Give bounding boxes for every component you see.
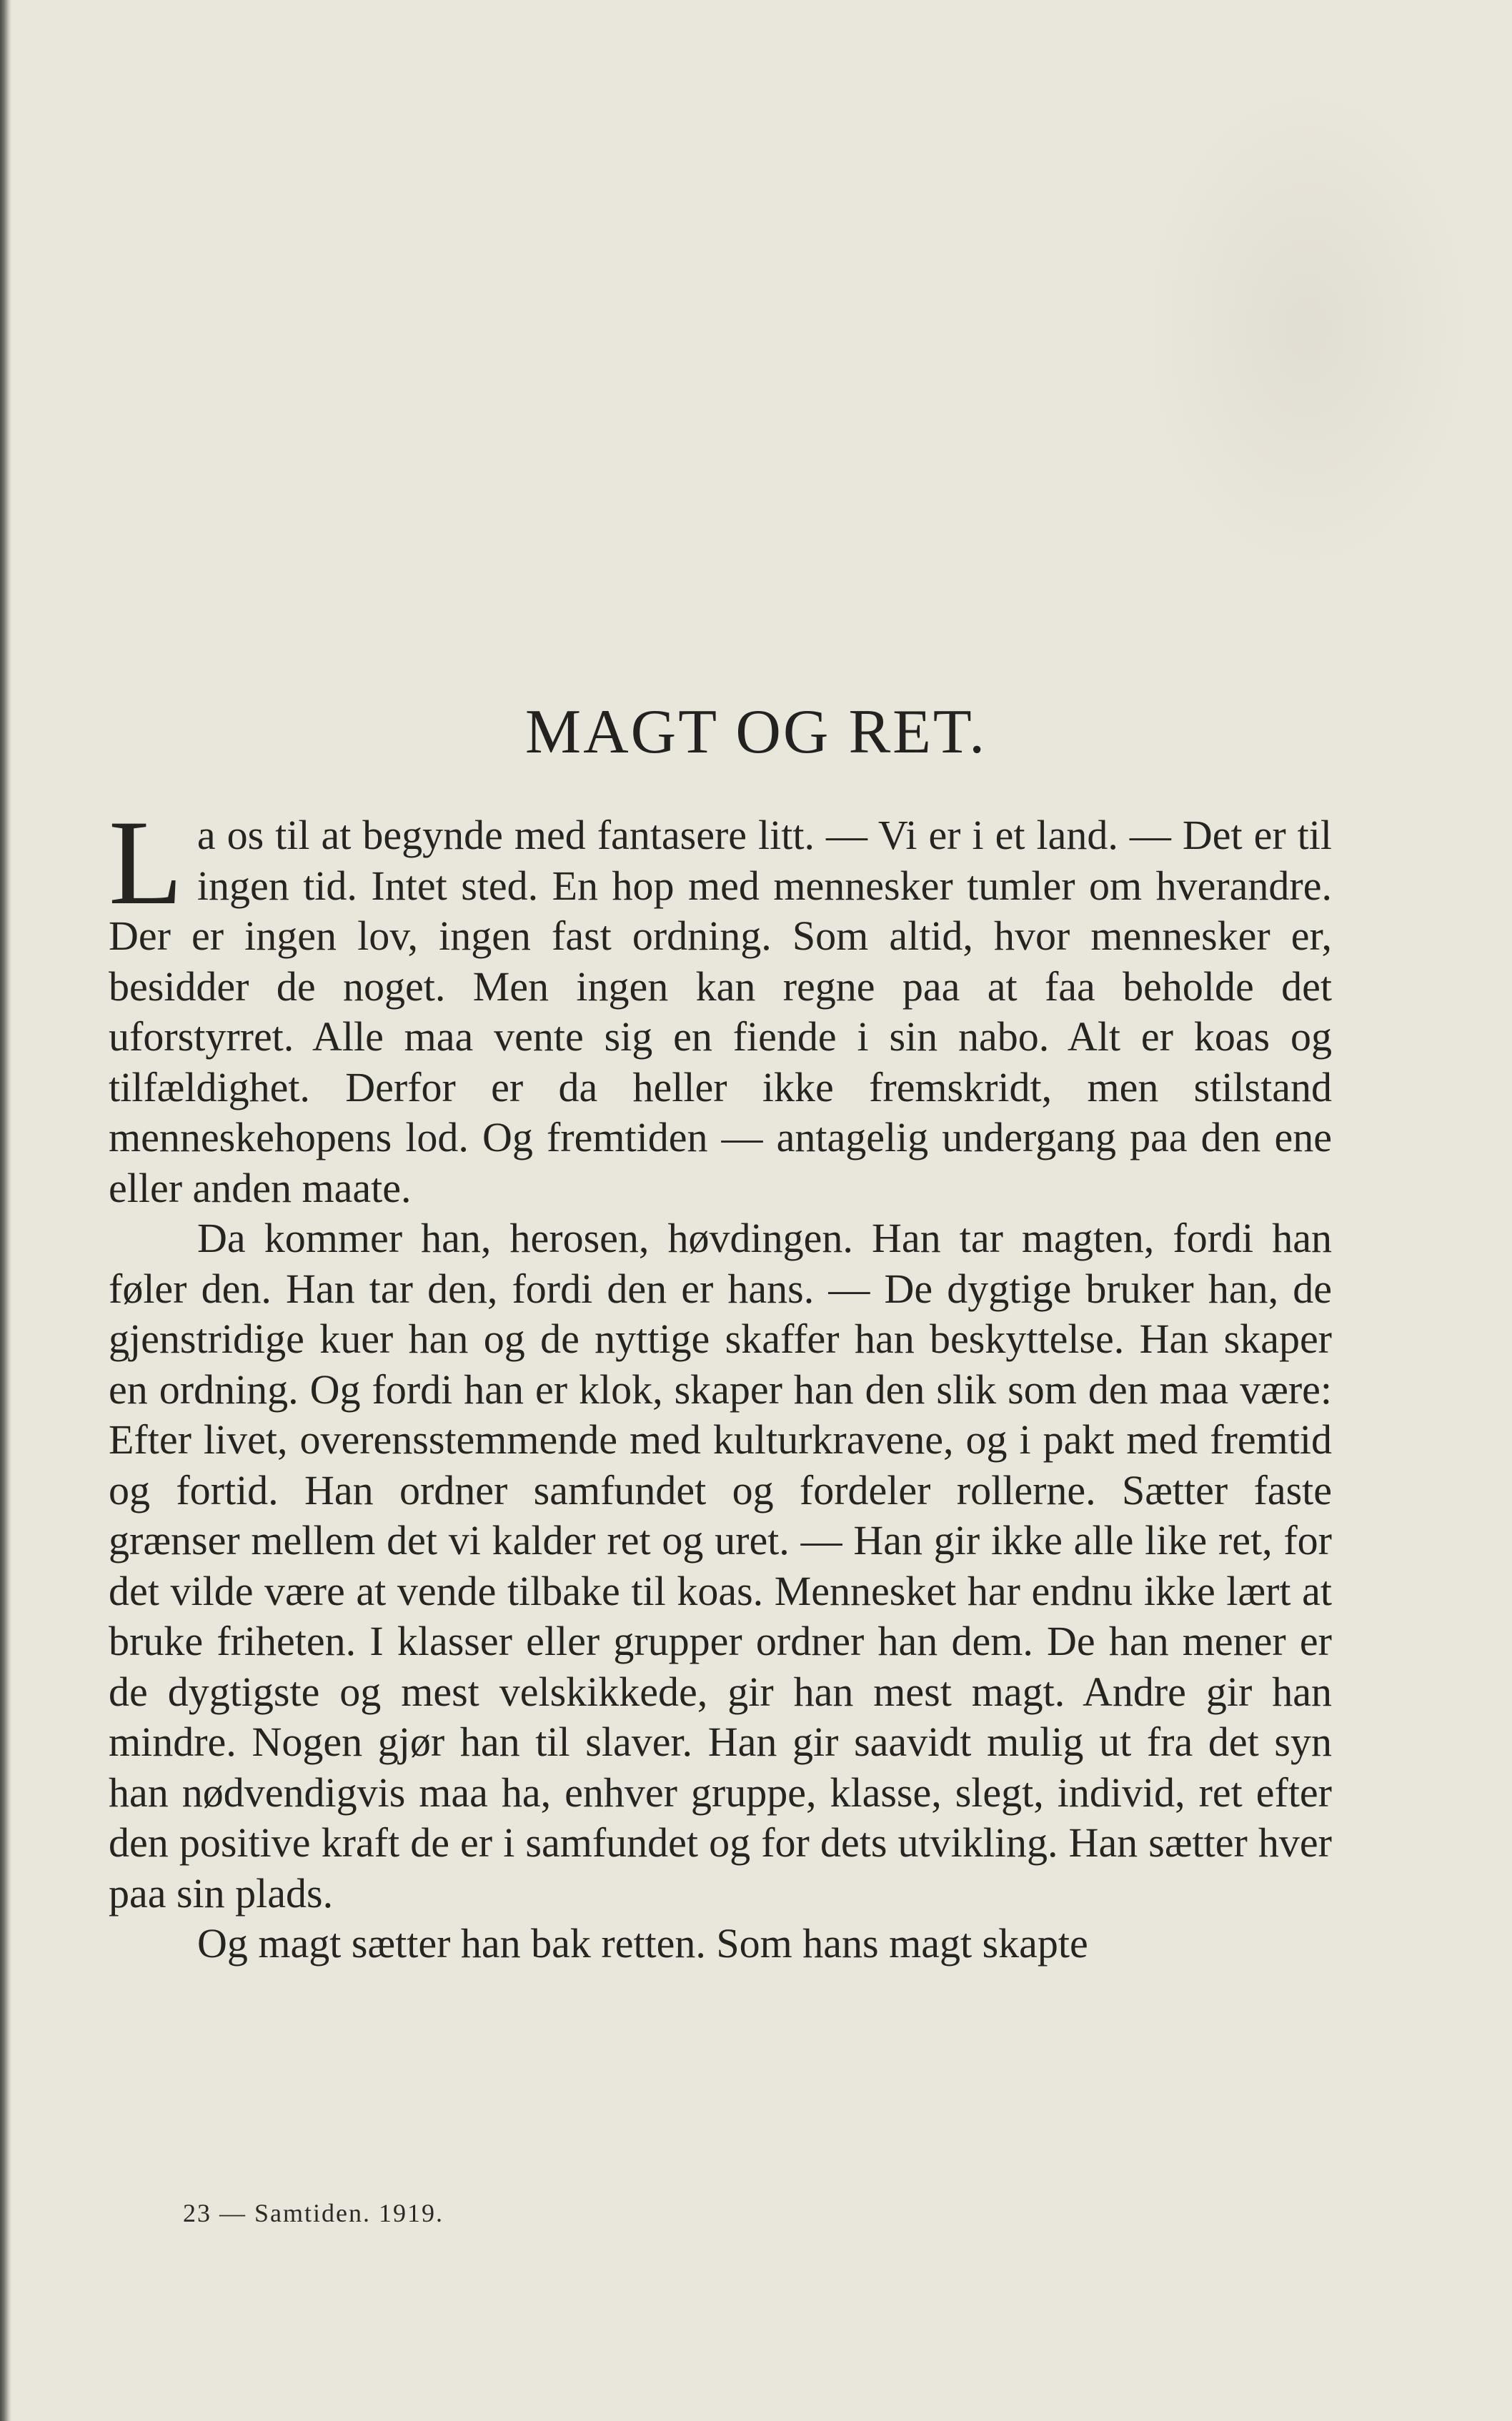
paragraph-2: Da kommer han, herosen, høvdingen. Han tar magten, fordi han føler den. Han tar den, fordi den er hans. — De dygtige bruker han, de gjenstridige kuer han og de nyttige skaffer han beskyttelse. Han skaper en ordning. Og fordi han er klok, skaper han den slik som den maa være: Efter livet, overensstemmende med kulturkravene, og i pakt med fremtid og fortid. Han ordner samfundet og fordeler rollerne. Sætter faste grænser mellem det vi kalder ret og uret. — Han gir ikke alle like ret, for det vilde være at vende tilbake til koas. Mennesket har endnu ikke lært at bruke friheten. I klasser eller grupper ordner han dem. De han mener er de dygtigste og mest velskikkede, gir han mest magt. Andre gir han mindre. Nogen gjør han til slaver. Han gir saavidt mulig ut fra det syn han nødvendigvis maa ha, enhver gruppe, klasse, slegt, individ, ret efter den positive kraft de er i samfundet og for dets utvikling. Han sætter hver paa sin plads. [109, 1215, 1332, 1917]
paragraph-1 [109, 795, 1332, 1213]
show-through-shadow [1143, 86, 1472, 572]
article-body [109, 795, 1332, 1969]
page-binding-edge [0, 0, 11, 2421]
paragraph-3: Og magt sætter han bak retten. Som hans magt skapte [197, 1920, 1088, 1967]
article-title: MAGT OG RET. [524, 697, 988, 767]
paragraph-1-text: a os til at begynde med fantasere litt. — Vi er i et land. — Det er til ingen tid. Intet sted. En hop med mennesker tumler om hverandre. Der er ingen lov, ingen fast ordning. Som altid, hvor mennesker er, besidder de noget. Men ingen kan regne paa at faa beholde det uforstyrret. Alle maa vente sig en fiende i sin nabo. Alt er koas og tilfældighet. Derfor er da heller ikke fremskridt, men stilstand menneskehopens lod. Og fremtiden — antagelig undergang paa den ene eller anden maate. [109, 812, 1332, 1211]
page-footer: 23 — Samtiden. 1919. [183, 2199, 444, 2227]
drop-cap: L [109, 795, 183, 930]
